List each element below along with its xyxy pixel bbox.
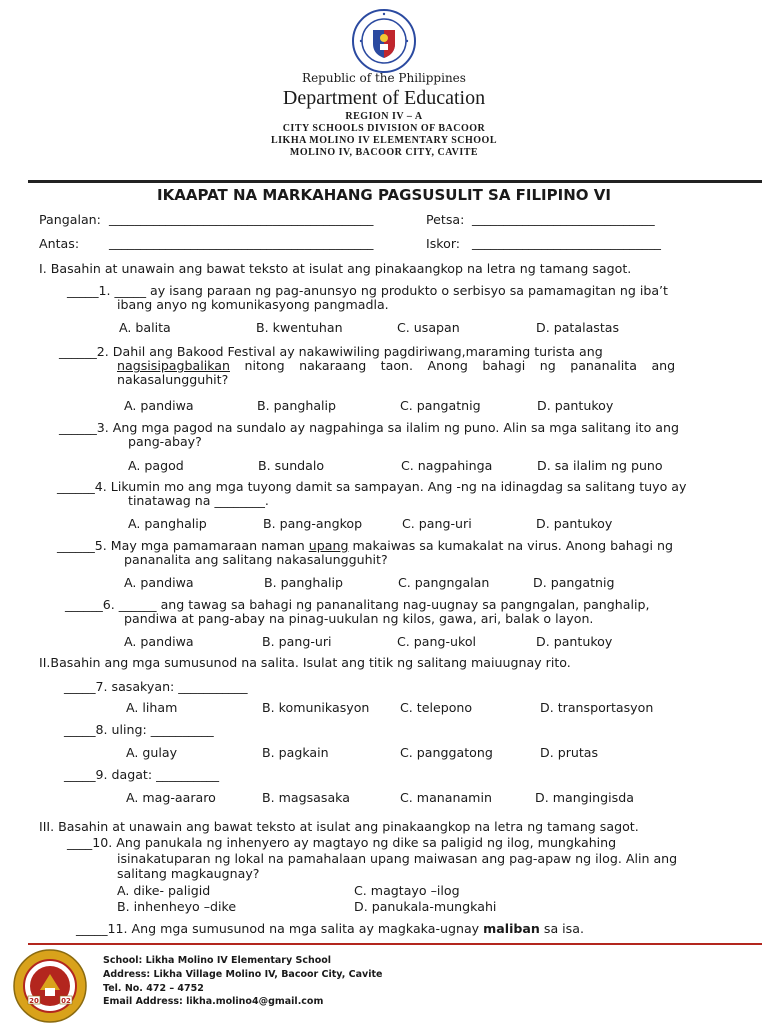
section-2-instructions: II.Basahin ang mga sumusunod na salita. Isulat ang titik ng salitang maiuugnay rito. xyxy=(39,655,571,670)
iskor-label: Iskor: xyxy=(426,236,461,251)
q8-stem: _____8. uling: __________ xyxy=(64,722,214,737)
exam-title: IKAAPAT NA MARKAHANG PAGSUSULIT SA FILIPINO VI xyxy=(157,186,611,204)
q3-option-c: C. nagpahinga xyxy=(401,458,493,473)
q10-stem-line2: isinakatuparan ng lokal na pamahalaan upang maiwasan ang pag-apaw ng ilog. Alin ang xyxy=(117,851,678,866)
deped-seal xyxy=(351,8,417,74)
q4-option-c: C. pang-uri xyxy=(402,516,472,531)
q5-stem-line2: pananalita ang salitang nakasalungguhit? xyxy=(124,552,388,567)
q2-option-a: A. pandiwa xyxy=(124,398,194,413)
q10-stem-line1: ____10. Ang panukala ng inhenyero ay magtayo ng dike sa paligid ng ilog, mungkahing xyxy=(67,835,617,850)
q7-stem: _____7. sasakyan: ___________ xyxy=(64,679,248,694)
q5-stem-part3: makaiwas sa kumakalat na virus. Anong bahagi ng xyxy=(348,538,673,553)
q6-option-a: A. pandiwa xyxy=(124,634,194,649)
q9-option-a: A. mag-aararo xyxy=(126,790,216,805)
footer-school: School: Likha Molino IV Elementary School xyxy=(103,955,332,966)
antas-field[interactable]: __________________________________________ xyxy=(109,235,374,250)
q11-stem xyxy=(76,922,584,936)
republic-line: Republic of the Philippines xyxy=(302,71,466,85)
q10-stem-line3: salitang magkaugnay? xyxy=(117,866,260,881)
q2-stem-line3: nakasalungguhit? xyxy=(117,372,229,387)
q5-option-d: D. pangatnig xyxy=(533,575,615,590)
logo-year-left: 20 xyxy=(29,997,39,1005)
q3-option-d: D. sa ilalim ng puno xyxy=(537,458,663,473)
petsa-field[interactable]: _____________________________ xyxy=(472,211,655,226)
header-rule xyxy=(28,180,762,183)
iskor-field[interactable]: ______________________________ xyxy=(472,235,661,250)
pangalan-field[interactable]: __________________________________________ xyxy=(109,211,374,226)
section-1-instructions: I. Basahin at unawain ang bawat teksto at isulat ang pinakaangkop na letra ng tamang sagot. xyxy=(39,261,632,276)
footer-address: Address: Likha Village Molino IV, Bacoor City, Cavite xyxy=(103,969,383,980)
q1-option-a: A. balita xyxy=(119,320,171,335)
q5-stem-line1 xyxy=(57,539,673,553)
q3-option-a: A. pagod xyxy=(128,458,184,473)
q5-option-a: A. pandiwa xyxy=(124,575,194,590)
q9-option-b: B. magsasaka xyxy=(262,790,350,805)
q1-stem-line1: _____1. _____ ay isang paraan ng pag-anunsyo ng produkto o serbisyo sa pamamagitan ng iba’t xyxy=(67,283,668,298)
q9-option-d: D. mangingisda xyxy=(535,790,634,805)
q9-stem: _____9. dagat: __________ xyxy=(64,767,220,782)
q2-option-d: D. pantukoy xyxy=(537,398,614,413)
q4-option-b: B. pang-angkop xyxy=(263,516,363,531)
petsa-label: Petsa: xyxy=(426,212,465,227)
q11-emphasis-word: maliban xyxy=(483,921,540,936)
q10-option-a: A. dike- paligid xyxy=(117,883,211,898)
q2-stem-line2-rest: nitong nakaraang taon. Anong bahagi ng pananalita ang xyxy=(230,358,676,373)
q7-option-c: C. telepono xyxy=(400,700,473,715)
q6-option-d: D. pantukoy xyxy=(536,634,613,649)
q5-stem-part1: ______5. May mga pamamaraan naman xyxy=(57,538,309,553)
q9-option-c: C. mananamin xyxy=(400,790,492,805)
q1-stem-line2: ibang anyo ng komunikasyong pangmadla. xyxy=(117,297,389,312)
region-line: REGION IV – A xyxy=(345,111,423,122)
q5-option-b: B. panghalip xyxy=(264,575,344,590)
footer-rule xyxy=(28,943,762,945)
q6-stem-line1: ______6. ______ ang tawag sa bahagi ng pananalitang nag-uugnay sa pangngalan, panghalip, xyxy=(65,597,650,612)
q11-stem-part1: _____11. Ang mga sumusunod na mga salita ay magkaka-ugnay xyxy=(76,921,484,936)
q3-stem-line2: pang-abay? xyxy=(128,434,202,449)
q8-option-a: A. gulay xyxy=(126,745,178,760)
q2-underlined-word: nagsisipagbalikan xyxy=(117,358,230,373)
q1-option-c: C. usapan xyxy=(397,320,460,335)
q2-option-b: B. panghalip xyxy=(257,398,337,413)
q10-option-b: B. inhenheyo –dike xyxy=(117,899,237,914)
q6-stem-line2: pandiwa at pang-abay na pinag-uukulan ng kilos, gawa, ari, balak o layon. xyxy=(124,611,594,626)
q8-option-d: D. prutas xyxy=(540,745,599,760)
school-logo xyxy=(12,948,88,1024)
department-title: Department of Education xyxy=(282,87,486,109)
q7-option-b: B. komunikasyon xyxy=(262,700,370,715)
q3-option-b: B. sundalo xyxy=(258,458,325,473)
q8-option-b: B. pagkain xyxy=(262,745,329,760)
footer-tel: Tel. No. 472 – 4752 xyxy=(103,983,204,994)
q3-stem-line1: ______3. Ang mga pagod na sundalo ay nagpahinga sa ilalim ng puno. Alin sa mga salitang ito ang xyxy=(59,420,679,435)
q4-option-d: D. pantukoy xyxy=(536,516,613,531)
q5-underlined-word: upang xyxy=(308,538,349,553)
q5-option-c: C. pangngalan xyxy=(398,575,490,590)
antas-label: Antas: xyxy=(39,236,80,251)
q4-stem-line2: tinatawag na ________. xyxy=(128,493,269,508)
q1-option-d: D. patalastas xyxy=(536,320,620,335)
q4-option-a: A. panghalip xyxy=(128,516,207,531)
q2-option-c: C. pangatnig xyxy=(400,398,481,413)
q6-option-b: B. pang-uri xyxy=(262,634,332,649)
q7-option-a: A. liham xyxy=(126,700,178,715)
q7-option-d: D. transportasyon xyxy=(540,700,654,715)
q11-stem-part3: sa isa. xyxy=(539,921,584,936)
section-3-instructions: III. Basahin at unawain ang bawat teksto at isulat ang pinakaangkop na letra ng tamang sagot. xyxy=(39,819,639,834)
logo-year-right: 02 xyxy=(61,997,71,1005)
q2-stem-line2 xyxy=(117,359,724,373)
q8-option-c: C. panggatong xyxy=(400,745,493,760)
q1-option-b: B. kwentuhan xyxy=(256,320,343,335)
footer-email: Email Address: likha.molino4@gmail.com xyxy=(103,996,324,1007)
address-line: MOLINO IV, BACOOR CITY, CAVITE xyxy=(289,147,479,158)
q10-option-d: D. panukala-mungkahi xyxy=(354,899,497,914)
division-line: CITY SCHOOLS DIVISION OF BACOOR xyxy=(282,123,486,134)
school-line: LIKHA MOLINO IV ELEMENTARY SCHOOL xyxy=(271,135,497,146)
q2-stem-line1: ______2. Dahil ang Bakood Festival ay nakawiwiling pagdiriwang,maraming turista ang xyxy=(59,344,603,359)
q6-option-c: C. pang-ukol xyxy=(397,634,477,649)
pangalan-label: Pangalan: xyxy=(39,212,101,227)
q4-stem-line1: ______4. Likumin mo ang mga tuyong damit sa sampayan. Ang -ng na idinagdag sa salitang tuyo ay xyxy=(57,479,687,494)
q10-option-c: C. magtayo –ilog xyxy=(354,883,460,898)
